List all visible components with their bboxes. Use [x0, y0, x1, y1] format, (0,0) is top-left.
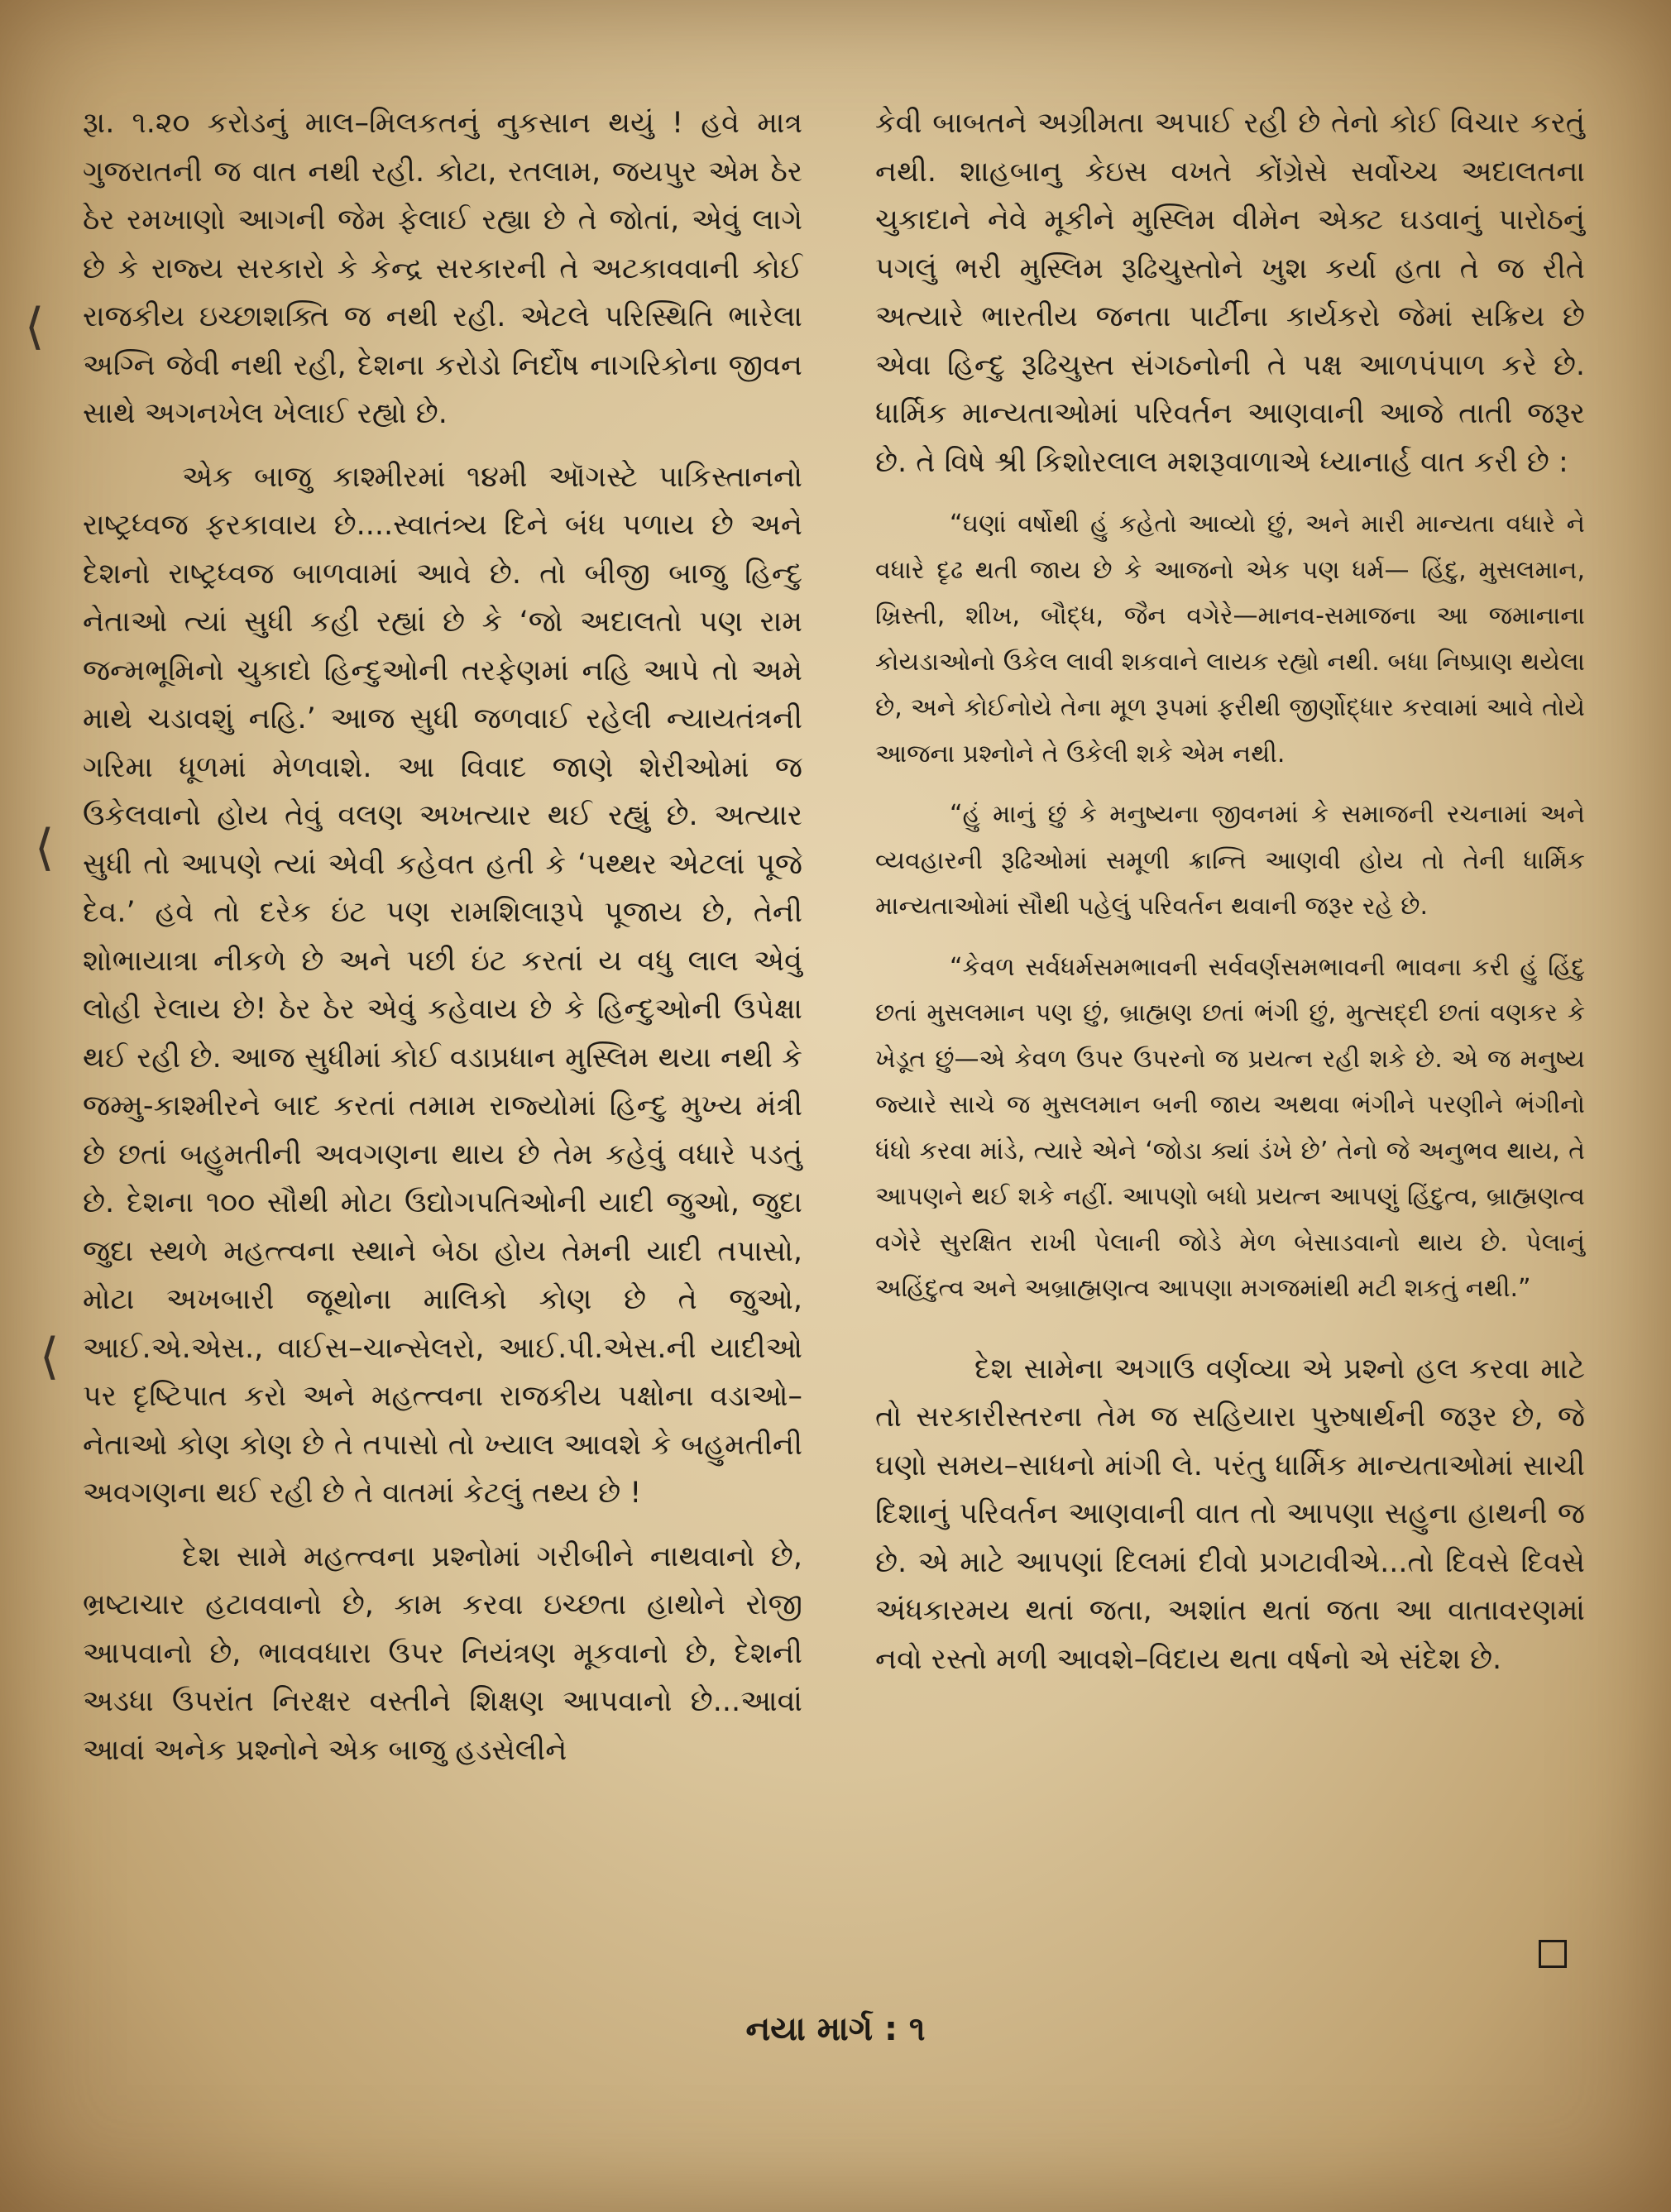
quote-paragraph-2: “હું માનું છું કે મનુષ્યના જીવનમાં કે સમાજની રચનામાં અને વ્યવહારની રૂઢિઓમાં સમૂળી ક્રાન્તિ આણવી હોય તો તેની ધાર્મિક માન્યતાઓમાં સૌથી પહેલું પરિવર્તન થવાની જરૂર રહે છે.	[875, 800, 1585, 921]
right-column	[875, 99, 1585, 1683]
page-footer: નયા માર્ગ : ૧	[745, 2010, 926, 2048]
left-column	[83, 99, 802, 1774]
left-paragraph-1: રૂા. ૧.૨૦ કરોડનું માલ–મિલકતનું નુકસાન થયું ! હવે માત્ર ગુજરાતની જ વાત નથી રહી. કોટા, રતલામ, જયપુર એમ ઠેર ઠેર રમખાણો આગની જેમ ફેલાઈ રહ્યા છે તે જોતાં, એવું લાગે છે કે રાજ્ય સરકારો કે કેન્દ્ર સરકારની તે અટકાવવાની કોઈ રાજકીય ઇચ્છાશક્તિ જ નથી રહી. એટલે પરિસ્થિતિ ભારેલા અગ્નિ જેવી નથી રહી, દેશના કરોડો નિર્દોષ નાગરિકોના જીવન સાથે અગનખેલ ખેલાઈ રહ્યો છે.	[83, 107, 802, 430]
margin-mark: ⟨	[40, 1328, 60, 1386]
right-paragraph-2: દેશ સામેના અગાઉ વર્ણવ્યા એ પ્રશ્નો હલ કરવા માટે તો સરકારીસ્તરના તેમ જ સહિયારા પુરુષાર્થની જરૂર છે, જે ઘણો સમય–સાધનો માંગી લે. પરંતુ ધાર્મિક માન્યતાઓમાં સાચી દિશાનું પરિવર્તન આણવાની વાત તો આપણા સહુના હાથની જ છે. એ માટે આપણાં દિલમાં દીવો પ્રગટાવીએ...તો દિવસે દિવસે અંધકારમય થતાં જતા, અશાંત થતાં જતા આ વાતાવરણમાં નવો રસ્તો મળી આવશે–વિદાય થતા વર્ષનો એ સંદેશ છે.	[875, 1352, 1585, 1676]
margin-mark: ⟨	[25, 298, 45, 356]
left-paragraph-3: દેશ સામે મહત્ત્વના પ્રશ્નોમાં ગરીબીને નાથવાનો છે, ભ્રષ્ટાચાર હટાવવાનો છે, કામ કરવા ઇચ્છતા હાથોને રોજી આપવાનો છે, ભાવવધારા ઉપર નિયંત્રણ મૂકવાનો છે, દેશની અડધા ઉપરાંત નિરક્ષર વસ્તીને શિક્ષણ આપવાનો છે...આવાં આવાં અનેક પ્રશ્નોને એક બાજુ હડસેલીને	[83, 1539, 802, 1767]
margin-mark: ⟨	[35, 819, 55, 877]
quote-paragraph-3: “કેવળ સર્વધર્મસમભાવની સર્વવર્ણસમભાવની ભાવના કરી હું હિંદુ છતાં મુસલમાન પણ છું, બ્રાહ્મણ છતાં ભંગી છું, મુત્સદ્દી છતાં વણકર કે ખેડૂત છું—એ કેવળ ઉપર ઉપરનો જ પ્રયત્ન રહી શકે છે. એ જ મનુષ્ય જ્યારે સાચે જ મુસલમાન બની જાય અથવા ભંગીને પરણીને ભંગીનો ધંધો કરવા માંડે, ત્યારે એને ‘જોડા ક્યાં ડંખે છે’ તેનો જે અનુભવ થાય, તે આપણને થઈ શકે નહીં. આપણો બધો પ્રયત્ન આપણું હિંદુત્વ, બ્રાહ્મણત્વ વગેરે સુરક્ષિત રાખી પેલાની જોડે મેળ બેસાડવાનો થાય છે. પેલાનું અહિંદુત્વ અને અબ્રાહ્મણત્વ આપણા મગજમાંથી મટી શકતું નથી.”	[875, 952, 1585, 1303]
quote-paragraph-1: “ઘણાં વર્ષોથી હું કહેતો આવ્યો છું, અને મારી માન્યતા વધારે ને વધારે દૃઢ થતી જાય છે કે આજનો એક પણ ધર્મ— હિંદુ, મુસલમાન, ખ્રિસ્તી, શીખ, બૌદ્ધ, જૈન વગેરે—માનવ-સમાજના આ જમાનાના કોયડાઓનો ઉકેલ લાવી શકવાને લાયક રહ્યો નથી. બધા નિષ્પ્રાણ થયેલા છે, અને કોઈનોયે તેના મૂળ રૂપમાં ફરીથી જીર્ણોદ્ધાર કરવામાં આવે તોયે આજના પ્રશ્નોને તે ઉકેલી શકે એમ નથી.	[875, 510, 1585, 768]
left-paragraph-2: એક બાજુ કાશ્મીરમાં ૧૪મી ઑગસ્ટે પાકિસ્તાનનો રાષ્ટ્રધ્વજ ફરકાવાય છે....સ્વાતંત્ર્ય દિને બંધ પળાય છે અને દેશનો રાષ્ટ્રધ્વજ બાળવામાં આવે છે. તો બીજી બાજુ હિન્દુ નેતાઓ ત્યાં સુધી કહી રહ્યાં છે કે ‘જો અદાલતો પણ રામ જન્મભૂમિનો ચુકાદો હિન્દુઓની તરફેણમાં નહિ આપે તો અમે માથે ચડાવશું નહિ.’ આજ સુધી જળવાઈ રહેલી ન્યાયતંત્રની ગરિમા ધૂળમાં મેળવાશે. આ વિવાદ જાણે શેરીઓમાં જ ઉકેલવાનો હોય તેવું વલણ અખત્યાર થઈ રહ્યું છે. અત્યાર સુધી તો આપણે ત્યાં એવી કહેવત હતી કે ‘પથ્થર એટલાં પૂજે દેવ.’ હવે તો દરેક ઇંટ પણ રામશિલારૂપે પૂજાય છે, તેની શોભાયાત્રા નીકળે છે અને પછી ઇંટ કરતાં ય વધુ લાલ એવું લોહી રેલાય છે! ઠેર ઠેર એવું કહેવાય છે કે હિન્દુઓની ઉપેક્ષા થઈ રહી છે. આજ સુધીમાં કોઈ વડાપ્રધાન મુસ્લિમ થયા નથી કે જમ્મુ-કાશ્મીરને બાદ કરતાં તમામ રાજ્યોમાં હિન્દુ મુખ્ય મંત્રી છે છતાં બહુમતીની અવગણના થાય છે તેમ કહેવું વધારે પડતું છે. દેશના ૧૦૦ સૌથી મોટા ઉદ્યોગપતિઓની યાદી જુઓ, જુદા જુદા સ્થળે મહત્ત્વના સ્થાને બેઠા હોય તેમની યાદી તપાસો, મોટા અખબારી જૂથોના માલિકો કોણ છે તે જુઓ, આઈ.એ.એસ., વાઈસ–ચાન્સેલરો, આઈ.પી.એસ.ની યાદીઓ પર દૃષ્ટિપાત કરો અને મહત્ત્વના રાજકીય પક્ષોના વડાઓ–નેતાઓ કોણ કોણ છે તે તપાસો તો ખ્યાલ આવશે કે બહુમતીની અવગણના થઈ રહી છે તે વાતમાં કેટલું તથ્ય છે !	[83, 460, 802, 1510]
end-of-article-mark	[1539, 1940, 1567, 1968]
right-paragraph-1: કેવી બાબતને અગ્રીમતા અપાઈ રહી છે તેનો કોઈ વિચાર કરતું નથી. શાહબાનુ કેઇસ વખતે કોંગ્રેસે સર્વોચ્ચ અદાલતના ચુકાદાને નેવે મૂકીને મુસ્લિમ વીમેન એક્ટ ઘડવાનું પારોઠનું પગલું ભરી મુસ્લિમ રૂઢિચુસ્તોને ખુશ કર્યા હતા તે જ રીતે અત્યારે ભારતીય જનતા પાર્ટીના કાર્યકરો જેમાં સક્રિય છે એવા હિન્દુ રૂઢિચુસ્ત સંગઠનોની તે પક્ષ આળપંપાળ કરે છે. ધાર્મિક માન્યતાઓમાં પરિવર્તન આણવાની આજે તાતી જરૂર છે. તે વિષે શ્રી કિશોરલાલ મશરૂવાળાએ ધ્યાનાર્હ વાત કરી છે :	[875, 107, 1585, 479]
